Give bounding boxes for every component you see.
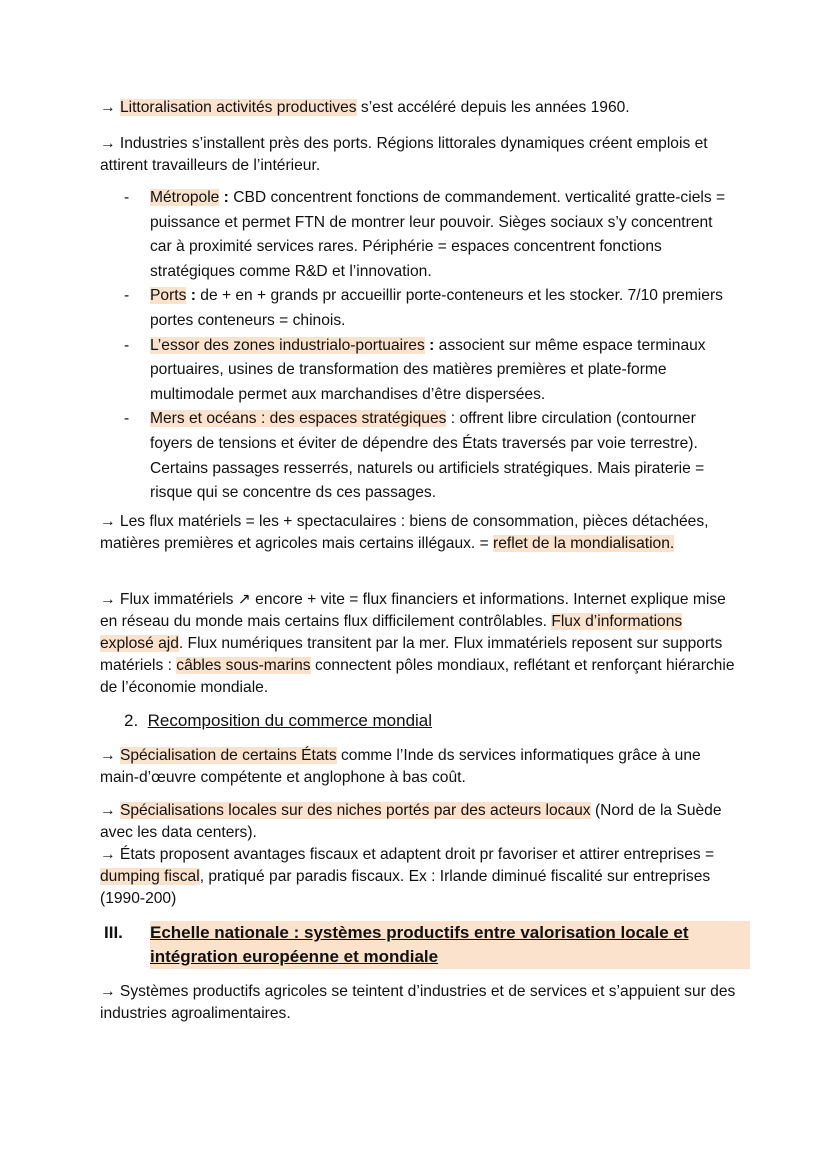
heading-number: III. [104,923,123,942]
highlight-term: Ports [150,287,187,305]
paragraph-text: → Les flux matériels = les + spectaculaires : biens de consommation, pièces détachées, matières premières et agricoles mais certains illégaux. = [100,513,709,552]
list-item-text: CBD concentrent fonctions de commandement. verticalité gratte-ciels = puissance et permet FTN de montrer leur pouvoir. Sièges sociaux s’y concentrent car à proximité services rares. Périphérie = espaces concentrent fonctions stratégiques comme R&D et l’innovation. [150,189,726,280]
list-item-text: offrent libre circulation (contourner foyers de tensions et éviter de dépendre des États traversés par voie terrestre). Certains passages resserrés, naturels ou artificiels stratégiques. Mais piraterie = risque qui se concentre ds ces passages. [150,410,705,502]
arrow-text: → [100,99,120,116]
paragraph-flux-immateriels [100,589,740,699]
highlight-specialisation: Spécialisation de certains États [119,747,337,764]
list-item-text: associent sur même espace terminaux portuaires, usines de transformation des matières premières et plate-forme multimodale permet aux marchandises d’être dispersées. [150,336,706,403]
highlight-dumping-fiscal: dumping fiscal [100,868,200,885]
paragraph-text: → Flux immatériels ↗ encore + vite = flux financiers et informations. Internet explique mise en réseau du monde mais certains flux difficilement contrôlables. [100,591,726,630]
highlight-term: Mers et océans : des espaces stratégiques [150,410,447,428]
term-separator: : [424,336,439,354]
paragraph-text: (Nord de la Suède avec les data centers). [100,802,722,841]
heading-number: 2. [124,711,139,730]
list-item [150,186,735,284]
highlight-mondialisation: reflet de la mondialisation. [493,535,675,552]
paragraph-flux-materiels [100,511,740,555]
paragraph-text: , pratiqué par paradis fiscaux. Ex : Irlande diminué fiscalité sur entreprises (1990-200) [100,868,711,907]
highlight-niches: Spécialisations locales sur des niches portés par des acteurs locaux [119,802,591,819]
paragraph-text: s’est accéléré depuis les années 1960. [356,99,630,116]
arrow-text: → [100,747,120,764]
paragraph-systemes-agricoles: → Systèmes productifs agricoles se teintent d’industries et de services et s’appuient sur des industries agroalimentaires. [100,983,736,1022]
heading-title: Echelle nationale : systèmes productifs entre valorisation locale et intégration européenne et mondiale [150,921,750,969]
paragraph-littoralisation [100,97,740,119]
paragraph-text: . Flux numériques transitent par la mer. Flux immatériels reposent sur supports matériels : [100,635,723,674]
highlight-cables: câbles sous-marins [176,657,311,674]
paragraph-text: → États proposent avantages fiscaux et adaptent droit pr favoriser et attirer entreprises = [100,846,715,863]
section-heading-2 [124,710,432,732]
list-item [150,407,735,505]
highlight-flux-informations: Flux d’informations explosé ajd [100,613,683,652]
highlight-littoralisation: Littoralisation activités productives [119,99,357,116]
paragraph-text: comme l’Inde ds services informatiques grâce à une main-d’œuvre compétente et anglophone à bas coût. [100,747,701,786]
paragraph-industries-ports: → Industries s’installent près des ports. Régions littorales dynamiques créent emplois et attirent travailleurs de l’intérieur. [100,135,708,174]
highlight-term: L’essor des zones industrialo-portuaires [150,336,425,354]
list-item-text: de + en + grands pr accueillir porte-conteneurs et les stocker. 7/10 premiers portes conteneurs = chinois. [150,287,723,329]
list-item [150,334,735,408]
bullet-list [150,186,735,506]
highlight-term: Métropole [150,189,220,206]
paragraph-text: connectent pôles mondiaux, reflétant et renforçant hiérarchie de l’économie mondiale. [100,657,735,696]
paragraph-specialisations-locales [100,800,740,844]
list-item [150,284,735,333]
arrow-text: → [100,802,120,819]
paragraph-dumping-fiscal [100,844,740,910]
heading-title: Recomposition du commerce mondial [147,711,433,730]
term-separator: : [446,410,460,428]
paragraph-specialisation-etats [100,745,740,789]
term-separator: : [219,189,234,206]
term-separator: : [186,287,201,305]
